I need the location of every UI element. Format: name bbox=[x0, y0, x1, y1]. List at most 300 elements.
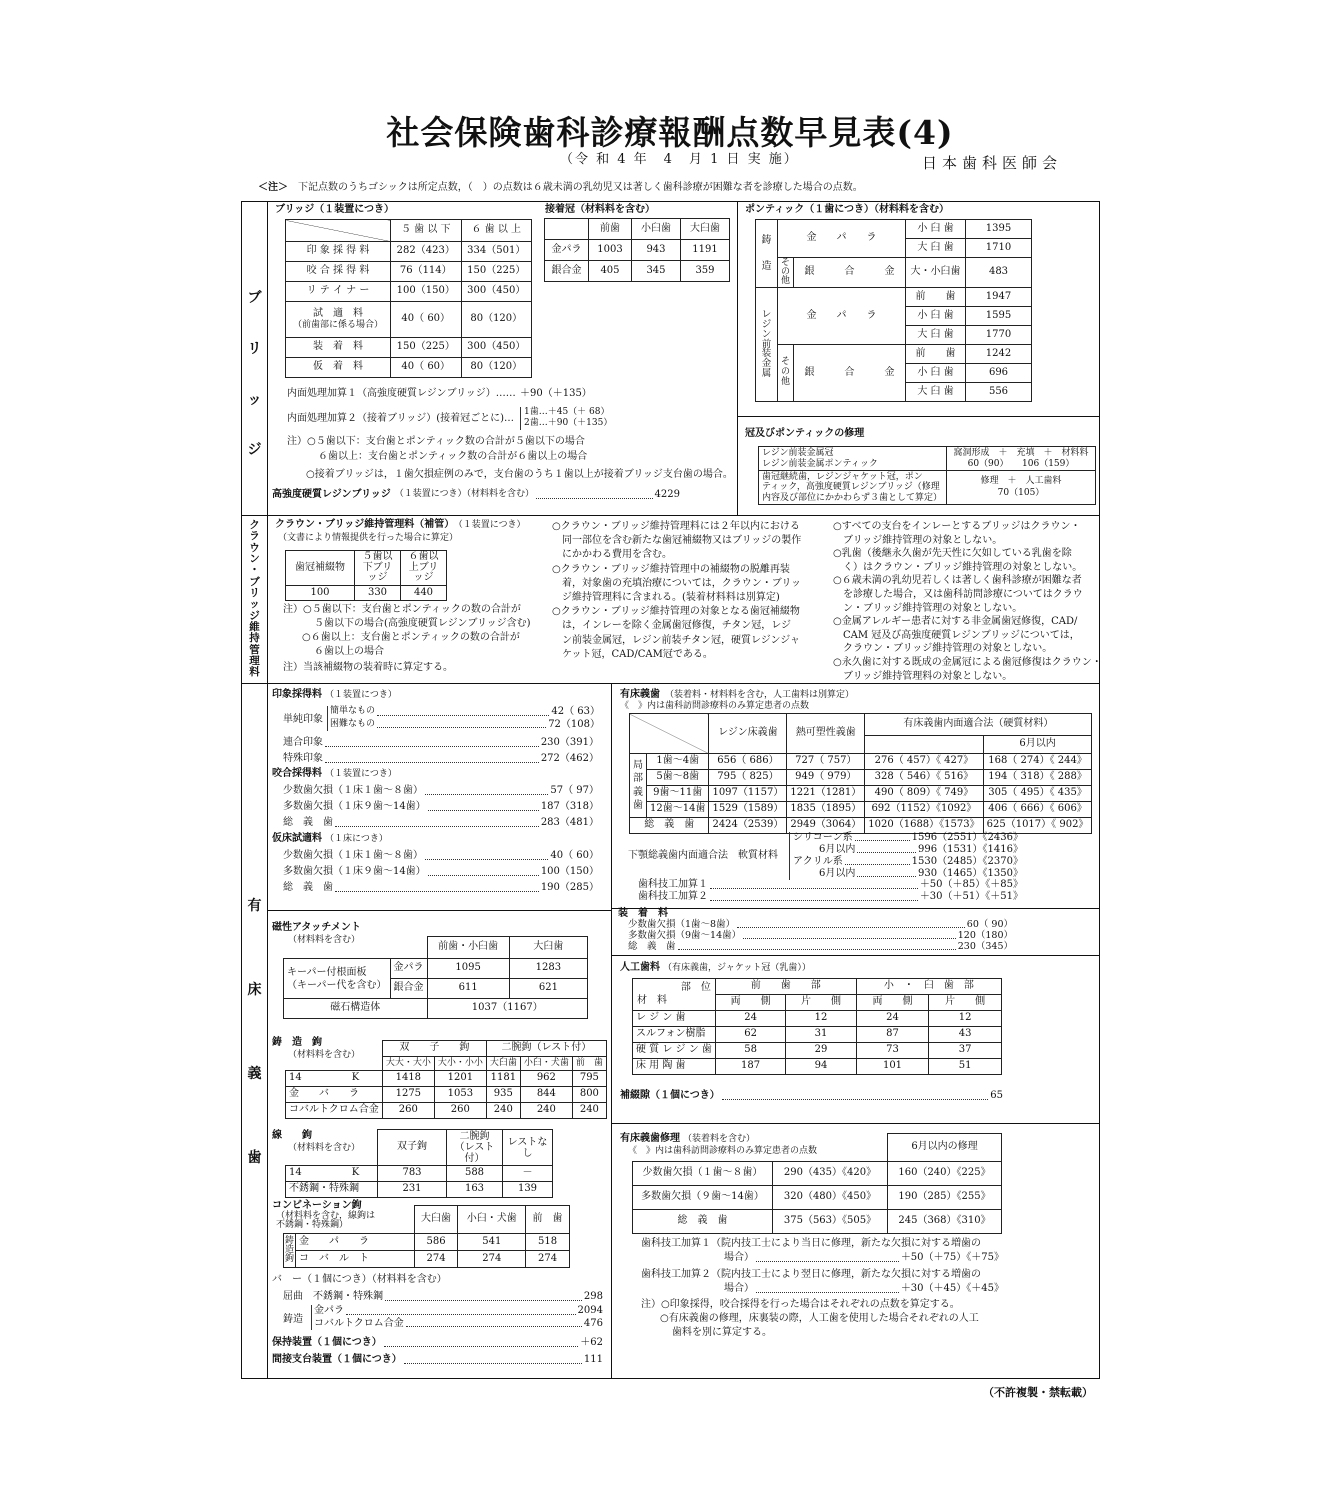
cell: 656（ 686） bbox=[709, 754, 787, 770]
cell: 260 bbox=[382, 1102, 434, 1118]
side-char: ・ bbox=[249, 564, 260, 577]
cell: 100（150） bbox=[391, 282, 462, 302]
row-value: 60（ 90） bbox=[966, 919, 1013, 930]
cell: 330 bbox=[355, 585, 401, 601]
leader bbox=[377, 706, 549, 716]
tech2: 歯科技工加算２ bbox=[638, 891, 708, 902]
row-label: 金パラ bbox=[545, 240, 589, 261]
cell: 1053 bbox=[434, 1086, 486, 1102]
note-line: ○６歳未満の乳幼児若しくは著しく歯科診療が困難な者 bbox=[833, 575, 1082, 587]
side-char: ッ bbox=[247, 391, 262, 408]
r2b: ティック，高強度硬質レジンブリッジ（修理 bbox=[762, 482, 940, 493]
leader bbox=[384, 1337, 578, 1347]
pontic-table bbox=[755, 219, 1032, 402]
blank-cell bbox=[633, 1134, 888, 1162]
col-header: 小臼歯 bbox=[631, 219, 680, 240]
trial-heading: 仮床試適料 bbox=[272, 833, 322, 844]
row-label: 連合印象 bbox=[283, 737, 323, 748]
bar-c1: 金パラ bbox=[314, 1305, 344, 1316]
note-line: ○クラウン・ブリッジ維持管理料には２年以内における bbox=[552, 521, 800, 532]
r2h: 修理 ＋ 人工歯料 bbox=[980, 476, 1062, 487]
note-line: ケット冠，CAD/CAM冠である。 bbox=[562, 648, 713, 660]
cell: 240 bbox=[572, 1102, 606, 1118]
leader bbox=[377, 719, 546, 729]
crown-note3: ○６歯以上：支台歯とポンティックの数の合計が bbox=[302, 632, 520, 643]
lower-group bbox=[789, 832, 1023, 880]
cell: 320（480）《450》 bbox=[773, 1186, 888, 1210]
cell: 440 bbox=[401, 585, 447, 601]
cell: 334（501） bbox=[461, 242, 532, 262]
note-line: ○金属アレルギー患者に対する非金属歯冠修復，CAD/ bbox=[833, 616, 1078, 628]
blank-cell bbox=[284, 1206, 415, 1234]
tech1-value: ＋50（＋85）《＋85》 bbox=[919, 879, 1023, 890]
bar-cast-row bbox=[314, 1305, 603, 1318]
cell: 783 bbox=[378, 1166, 447, 1182]
side-char: ジ bbox=[249, 609, 260, 622]
corner-cell bbox=[545, 219, 589, 240]
row-label: 少数歯欠損（１床１歯～８歯） bbox=[283, 785, 423, 796]
cell: 1095 bbox=[427, 959, 509, 979]
col-header: 6月以内 bbox=[983, 736, 1092, 754]
imp-hard-value: 72（108） bbox=[548, 718, 600, 730]
col-header: 前 歯 bbox=[572, 1056, 606, 1070]
note-line: 着，対象歯の充填治療については，クラウン・ブリッ bbox=[562, 577, 801, 589]
group-header: 二腕鉤（レスト付） bbox=[486, 1041, 606, 1057]
mag-r1 bbox=[284, 959, 391, 999]
side-char: ブ bbox=[249, 575, 260, 588]
side-char: 維 bbox=[249, 621, 260, 634]
col-header: 大臼歯 bbox=[680, 219, 729, 240]
art-heading: 人工歯料 bbox=[620, 962, 660, 973]
divider-pontic bbox=[737, 202, 738, 515]
high-strength-bridge bbox=[272, 489, 680, 502]
cell: 611 bbox=[427, 979, 509, 999]
cell: 2424（2539） bbox=[709, 818, 787, 834]
divider-fit bbox=[611, 908, 1100, 909]
row-label: 多数歯欠損（9歯～14歯） bbox=[628, 930, 742, 941]
repair-table bbox=[758, 446, 1096, 505]
r1b: レジン前装金属ポンティック bbox=[762, 458, 878, 469]
blank-cell bbox=[865, 736, 983, 754]
repair-row1-label bbox=[759, 447, 947, 471]
art-heading-row bbox=[620, 962, 811, 975]
col-header: 6月以内の修理 bbox=[888, 1134, 1002, 1162]
lower-row bbox=[793, 856, 1023, 868]
row-label: アクリル系 bbox=[793, 856, 843, 867]
leader bbox=[857, 868, 916, 877]
leader bbox=[710, 879, 918, 889]
r1a: レジン前装金属冠 bbox=[762, 448, 834, 459]
cell: 625（1017）《 902》 bbox=[983, 818, 1092, 834]
copyright-note: （不許複製・禁転載） bbox=[983, 1386, 1093, 1399]
leader bbox=[325, 753, 539, 763]
side-char: 管 bbox=[249, 643, 260, 656]
col-header: 有床義歯内面適合法（硬質材料） bbox=[865, 714, 1092, 736]
leader bbox=[710, 891, 918, 901]
side-char: 料 bbox=[249, 666, 260, 679]
top-note bbox=[258, 182, 863, 195]
cell: 94 bbox=[786, 1059, 856, 1075]
side-label-bridge bbox=[241, 290, 268, 460]
col-header: 大臼歯 bbox=[486, 1056, 520, 1070]
material-kinpara: 金 パ ラ bbox=[778, 288, 906, 345]
side-char: ン bbox=[249, 553, 260, 566]
bridge-note3: ○接着ブリッジは，１歯欠損症例のみで，支台歯のうち１歯以上が接着ブリッジ支台歯の場合。 bbox=[306, 469, 733, 480]
crown-note5: 注）当該補綴物の装着時に算定する。 bbox=[283, 662, 453, 673]
note-line: ン・ブリッジ維持管理の対象としない。 bbox=[843, 602, 1023, 614]
cell: 345 bbox=[631, 261, 680, 282]
col-header: 大臼歯 bbox=[414, 1206, 458, 1234]
cell: 1191 bbox=[680, 240, 729, 261]
cell: 483 bbox=[966, 258, 1032, 288]
cell: 490（ 809）《 749》 bbox=[865, 786, 983, 802]
note-label: ＜注＞ bbox=[258, 182, 288, 193]
row-value: 1596（2551）《2436》 bbox=[911, 832, 1023, 843]
note-line: ○クラウン・ブリッジ維持管理中の補綴物の脱離再装 bbox=[552, 563, 790, 575]
cell: 76（114） bbox=[391, 262, 462, 282]
divider-art bbox=[611, 955, 1100, 956]
side-char: ラ bbox=[249, 530, 260, 543]
cell: 1003 bbox=[589, 240, 632, 261]
cell: 150（225） bbox=[461, 262, 532, 282]
leader bbox=[737, 919, 965, 928]
cell: 168（ 274）《 244》 bbox=[983, 754, 1092, 770]
repair-heading: 冠及びポンティックの修理 bbox=[745, 428, 865, 439]
combo-note1: （材料料を含む，線鉤は bbox=[276, 1211, 376, 1221]
note-line: 同一部位を含む新たな歯冠補綴物又はブリッジの製作 bbox=[562, 535, 802, 547]
add2-b: 2歯…＋90（＋135） bbox=[524, 418, 613, 429]
row-label: 印 象 採 得 料 bbox=[286, 242, 391, 262]
r1h: 窩洞形成 ＋ 充填 ＋ 材料料 bbox=[953, 448, 1089, 459]
trial-heading-row bbox=[272, 833, 388, 846]
den-note: （装着料・材料料を含む，人工歯料は別算定） bbox=[665, 690, 855, 700]
leader bbox=[678, 941, 956, 950]
cell: 1835（1895） bbox=[787, 802, 865, 818]
cell: 62 bbox=[715, 1027, 785, 1043]
imp-hard: 困難なもの bbox=[330, 718, 376, 729]
leader bbox=[743, 930, 956, 939]
hs-note: （１装置につき）（材料料を含む） bbox=[394, 489, 535, 499]
col-header: 小臼・犬歯 bbox=[458, 1206, 526, 1234]
cell: 58 bbox=[715, 1043, 785, 1059]
r2a: 歯冠継続歯，レジンジャケット冠，ポン bbox=[762, 472, 923, 482]
add2-a: 1歯…＋45（＋ 68） bbox=[524, 407, 610, 417]
cell: 40（ 60） bbox=[391, 302, 462, 338]
cell: 160（240）《225》 bbox=[888, 1162, 1002, 1186]
row-value: 120（180） bbox=[957, 930, 1013, 941]
row-label: 多数歯欠損（９歯～14歯） bbox=[633, 1186, 773, 1210]
bridge-heading: ブリッジ（１装置につき） bbox=[275, 204, 394, 215]
cell: 375（563）《505》 bbox=[773, 1210, 888, 1234]
rep-tech1b: 場合） bbox=[724, 1252, 754, 1263]
holder-row bbox=[272, 1337, 603, 1350]
mag-note: （材料料を含む） bbox=[288, 935, 361, 945]
row-label: 総 義 歯 bbox=[628, 941, 676, 952]
imp-easy-row bbox=[330, 706, 600, 719]
side-label-denture bbox=[241, 898, 268, 1168]
row-label: リ テ イ ナ ー bbox=[286, 282, 391, 302]
cell: 300（450） bbox=[461, 338, 532, 358]
row-label: 銀合金 bbox=[390, 979, 427, 999]
denture-table bbox=[629, 713, 1092, 834]
cell: 621 bbox=[509, 979, 587, 999]
lower-label: 下顎総義歯内面適合法 軟質材料 bbox=[628, 850, 778, 861]
rep-table bbox=[632, 1133, 1002, 1234]
cell: 194（ 318）《 288》 bbox=[983, 770, 1092, 786]
cell: 139 bbox=[503, 1182, 553, 1198]
col-header: 大臼歯 bbox=[509, 937, 587, 959]
row-label: 5歯～8歯 bbox=[647, 770, 709, 786]
clasp-table bbox=[285, 1040, 607, 1119]
impression-heading-row bbox=[272, 689, 397, 702]
other-label: その他 bbox=[778, 258, 794, 288]
leader bbox=[404, 1354, 582, 1364]
row-label: 12歯～14歯 bbox=[647, 802, 709, 818]
side-char: ジ bbox=[247, 442, 262, 459]
cell: 1181 bbox=[486, 1070, 520, 1086]
note-line: ○クラウン・ブリッジ維持管理の対象となる歯冠補綴物 bbox=[552, 606, 800, 618]
bonded-table bbox=[544, 218, 730, 282]
bar-heading: バ ー（１個につき）（材料料を含む） bbox=[272, 1274, 447, 1285]
cell: 37 bbox=[929, 1043, 1002, 1059]
tooth-type: 小 臼 歯 bbox=[906, 220, 966, 239]
cell: 87 bbox=[856, 1027, 929, 1043]
cell: 962 bbox=[520, 1070, 572, 1086]
side-char: 床 bbox=[247, 982, 262, 999]
leader bbox=[425, 850, 548, 860]
cell: 300（450） bbox=[461, 282, 532, 302]
leader bbox=[722, 1090, 988, 1100]
cell: 276（ 457）《 427》 bbox=[865, 754, 983, 770]
note-line: ○乳歯（後継永久歯が先天性に欠如している乳歯を除 bbox=[833, 548, 1072, 560]
cell: 943 bbox=[631, 240, 680, 261]
tooth-type: 大 臼 歯 bbox=[906, 383, 966, 402]
bridge-add1: 内面処理加算１（高強度硬質レジンブリッジ）…… bbox=[287, 388, 516, 399]
reinf-value: 65 bbox=[990, 1090, 1003, 1101]
bar-c2: コバルトクロム合金 bbox=[314, 1317, 404, 1329]
mag-table bbox=[283, 936, 588, 1019]
rep-tech1-value: ＋50（＋75）《＋75》 bbox=[900, 1252, 1004, 1263]
row-label: 6月以内 bbox=[819, 868, 856, 879]
bonded-heading: 接着冠（材料料を含む） bbox=[545, 204, 655, 215]
note-line: ジ維持管理料に含まれる。(装着材料料は別算定) bbox=[562, 592, 780, 604]
row-label: 仮 着 料 bbox=[286, 358, 391, 378]
row-label: レ ジ ン 歯 bbox=[633, 1011, 716, 1027]
row-label: 磁石構造体 bbox=[284, 999, 428, 1019]
cell: 100 bbox=[286, 585, 355, 601]
tooth-type: 小 臼 歯 bbox=[906, 364, 966, 383]
leader bbox=[428, 801, 539, 811]
col-header: 両 側 bbox=[715, 995, 785, 1011]
cell: 1395 bbox=[966, 220, 1032, 239]
cell: 795（ 825） bbox=[709, 770, 787, 786]
combo-note2: 不銹鋼・特殊鋼） bbox=[276, 1220, 349, 1231]
divider-mag bbox=[268, 910, 611, 911]
col-header: 歯冠補綴物 bbox=[286, 551, 355, 586]
rep-note: （装着料を含む） bbox=[683, 1134, 756, 1144]
blank-cell bbox=[284, 937, 428, 959]
side-char: ウ bbox=[249, 541, 260, 554]
note-line: ブリッジ維持管理料の対象としない。 bbox=[843, 670, 1013, 682]
cell: 73 bbox=[856, 1043, 929, 1059]
rep-tech1: 歯科技工加算１（院内技工士により当日に修理，新たな欠損に対する増歯の bbox=[641, 1238, 981, 1249]
side-char: 理 bbox=[249, 655, 260, 668]
art-corner bbox=[633, 979, 716, 1011]
trial-note: （１床につき） bbox=[325, 834, 388, 844]
fit-heading: 装 着 料 bbox=[618, 908, 668, 919]
bite-row bbox=[283, 785, 599, 798]
row-label: コ バ ル ト bbox=[296, 1251, 415, 1268]
col-header: 双子鉤 bbox=[378, 1130, 447, 1166]
bar-cast: 鋳造 bbox=[283, 1314, 303, 1325]
cell: 1201 bbox=[434, 1070, 486, 1086]
cell: 541 bbox=[458, 1234, 526, 1251]
note-line: ブリッジ維持管理の対象としない。 bbox=[843, 534, 1003, 546]
trial-row bbox=[283, 866, 599, 879]
row-label-note: （前歯部に係る場合） bbox=[292, 320, 383, 331]
cell: 1283 bbox=[509, 959, 587, 979]
cell: 935 bbox=[486, 1086, 520, 1102]
tech1-row bbox=[638, 879, 1023, 892]
cell: 12 bbox=[786, 1011, 856, 1027]
row-label: 総 義 歯 bbox=[633, 1210, 773, 1234]
row-value: 230（345） bbox=[957, 941, 1013, 952]
crown-notes-col3 bbox=[833, 520, 1102, 683]
r1v2: 106（159） bbox=[1022, 458, 1075, 469]
row-label: 14 K bbox=[286, 1166, 378, 1182]
cell: 795 bbox=[572, 1070, 606, 1086]
row-label: 少数歯欠損（１床１歯～８歯） bbox=[283, 850, 423, 861]
cell: 1529（1589） bbox=[709, 802, 787, 818]
row-label: 硬 質 レ ジ ン 歯 bbox=[633, 1043, 716, 1059]
row-value: 57（ 97） bbox=[550, 785, 599, 796]
leader bbox=[845, 856, 910, 865]
row-label: 6月以内 bbox=[819, 844, 856, 855]
bar-bend-row bbox=[283, 1291, 603, 1304]
side-char: リ bbox=[247, 340, 262, 357]
cell: 1275 bbox=[382, 1086, 434, 1102]
side-char: ッ bbox=[249, 598, 260, 611]
row-label: 少数歯欠損（1歯～8歯） bbox=[628, 919, 736, 930]
blank-cell bbox=[286, 1041, 383, 1071]
bridge-note2: ６歯以上：支台歯とポンティック数の合計が６歯以上の場合 bbox=[318, 451, 588, 462]
cell: 692（1152）《1092》 bbox=[865, 802, 983, 818]
cell: 51 bbox=[929, 1059, 1002, 1075]
group-header: 前 歯 部 bbox=[715, 979, 856, 995]
col-header: 前 歯 bbox=[526, 1206, 570, 1234]
divider-bridge bbox=[241, 515, 1100, 516]
cell: 1020（1688）《1573》 bbox=[865, 818, 983, 834]
bite-row bbox=[283, 801, 599, 814]
lower-row bbox=[793, 832, 1023, 844]
cell: 727（ 757） bbox=[787, 754, 865, 770]
leader bbox=[536, 489, 653, 499]
material-gingokin: 銀 合 金 bbox=[794, 258, 906, 288]
effective-date: （令 和 4 年 4 月 1 日 実 施） bbox=[560, 152, 799, 167]
wire-note: （材料料を含む） bbox=[288, 1143, 361, 1153]
col-header: ５ 歯 以 下 bbox=[391, 220, 462, 242]
col-header: 大大・大小 bbox=[382, 1056, 434, 1070]
bite-note: （１装置につき） bbox=[325, 769, 397, 779]
leader bbox=[756, 1283, 899, 1293]
trial-row bbox=[283, 850, 599, 863]
page-title: 社会保険歯科診療報酬点数早見表(4) bbox=[386, 113, 954, 152]
cell: 800 bbox=[572, 1086, 606, 1102]
row-label: 金 パ ラ bbox=[296, 1234, 415, 1251]
leader bbox=[428, 866, 539, 876]
row-value: 100（150） bbox=[540, 866, 599, 877]
material-kinpara: 金 パ ラ bbox=[778, 220, 906, 258]
cell: 359 bbox=[680, 261, 729, 282]
crown-note2: ５歯以下の場合(高強度硬質レジンブリッジ含む) bbox=[314, 618, 531, 629]
leader bbox=[346, 1305, 576, 1315]
side-char: 有 bbox=[247, 898, 262, 914]
row-label: 銀合金 bbox=[545, 261, 589, 282]
tooth-type: 小 臼 歯 bbox=[906, 307, 966, 326]
holder: 保持装置（１個につき） bbox=[272, 1337, 382, 1348]
cell: 1710 bbox=[966, 239, 1032, 258]
cell: 518 bbox=[526, 1234, 570, 1251]
art-mat: 材 料 bbox=[637, 994, 667, 1006]
rep-note-line3: 歯料を別に算定する。 bbox=[672, 1327, 772, 1338]
trial-row bbox=[283, 882, 599, 895]
cell: 696 bbox=[966, 364, 1032, 383]
row-label: 少数歯欠損（１歯～８歯） bbox=[633, 1162, 773, 1186]
col-header: 片 側 bbox=[786, 995, 856, 1011]
repair-row2-label bbox=[759, 471, 947, 505]
row-label: スルフォン樹脂 bbox=[633, 1027, 716, 1043]
clasp-heading: 鋳 造 鉤 bbox=[272, 1037, 322, 1048]
tooth-type: 大・小臼歯 bbox=[906, 258, 966, 288]
col-header: ６ 歯 以 上 bbox=[461, 220, 532, 242]
cell: － bbox=[503, 1166, 553, 1182]
cell: 274 bbox=[458, 1251, 526, 1268]
bar-bend: 屈曲 不銹鋼・特殊鋼 bbox=[283, 1291, 383, 1302]
note-line: ○すべての支台をインレーとするブリッジはクラウン・ bbox=[833, 521, 1081, 532]
note-line: CAM 冠及び高強度硬質レジンブリッジについては， bbox=[843, 629, 1080, 641]
cell: 1037（1167） bbox=[427, 999, 588, 1019]
cell: 328（ 546）《 516》 bbox=[865, 770, 983, 786]
cell: 101 bbox=[856, 1059, 929, 1075]
leader bbox=[857, 844, 916, 853]
rep-tech2-value: ＋30（＋45）《＋45》 bbox=[900, 1283, 1004, 1294]
cell: 556 bbox=[966, 383, 1032, 402]
group-header: 双 子 鉤 bbox=[382, 1041, 486, 1057]
cell: 844 bbox=[520, 1086, 572, 1102]
divider-crown bbox=[241, 683, 1100, 684]
imp-hard-row bbox=[330, 719, 600, 732]
row-value: 272（462） bbox=[540, 753, 599, 764]
col-header: 片 側 bbox=[929, 995, 1002, 1011]
crown-sub: （文書により情報提供を行った場合に算定） bbox=[278, 533, 459, 543]
resin-label: レジン前装金属 bbox=[756, 288, 778, 402]
cell: 187 bbox=[715, 1059, 785, 1075]
cell: 274 bbox=[414, 1251, 458, 1268]
cell: 231 bbox=[378, 1182, 447, 1198]
cell: 240 bbox=[520, 1102, 572, 1118]
row-label: シリコーン系 bbox=[793, 832, 853, 843]
imp-single: 単純印象 bbox=[283, 714, 323, 725]
rep-tech2b: 場合） bbox=[724, 1283, 754, 1294]
leader bbox=[756, 1252, 899, 1262]
row-label: 不銹鋼・特殊鋼 bbox=[286, 1182, 378, 1198]
cell: 43 bbox=[929, 1027, 1002, 1043]
leader bbox=[406, 1318, 582, 1328]
tooth-type: 大 臼 歯 bbox=[906, 326, 966, 345]
col-header: 熱可塑性義歯 bbox=[787, 714, 865, 754]
note-line: にかかわる費用を含む。 bbox=[562, 549, 672, 561]
bar-c2-value: 476 bbox=[583, 1317, 603, 1329]
